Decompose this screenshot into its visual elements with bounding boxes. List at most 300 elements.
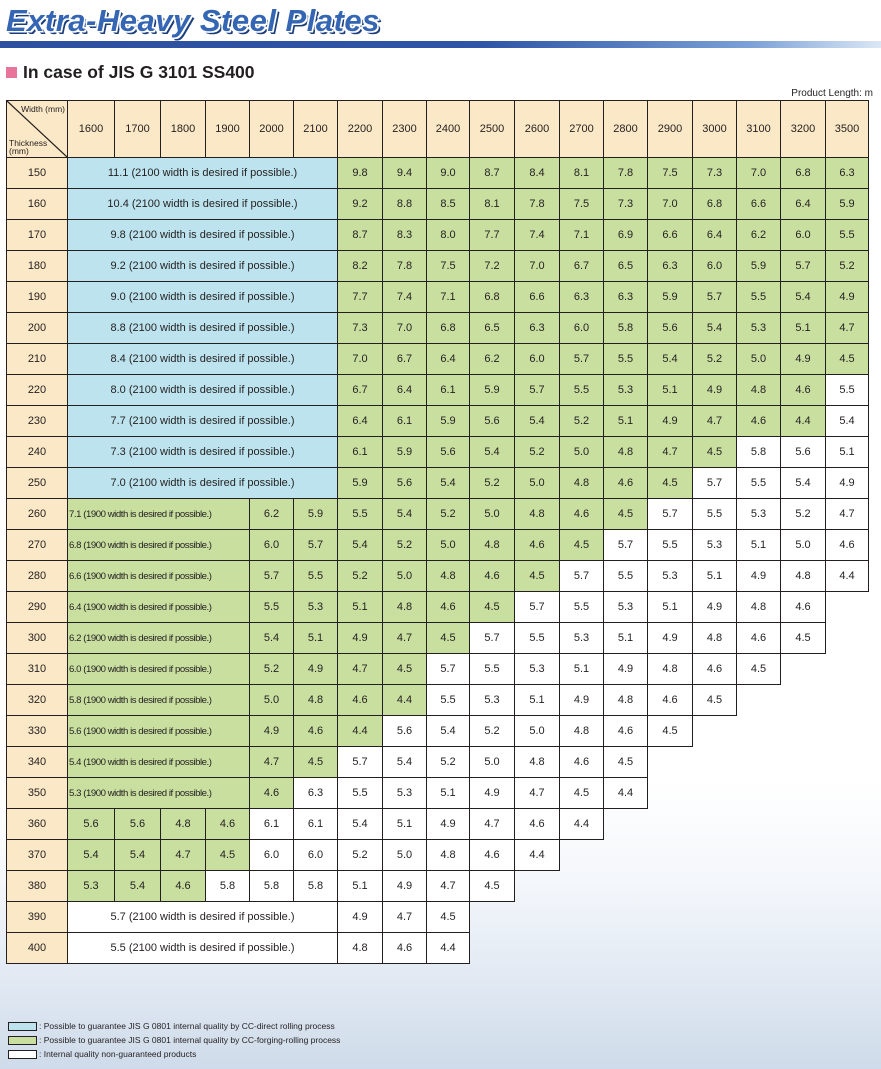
length-cell: 5.0 — [515, 468, 560, 499]
length-cell: 5.9 — [294, 499, 338, 530]
length-cell: 4.8 — [161, 809, 206, 840]
table-row — [7, 251, 869, 282]
length-cell: 4.5 — [648, 716, 693, 747]
table-row — [7, 840, 869, 871]
thickness-cell: 320 — [7, 685, 68, 716]
merged-note-cell: 5.4 (1900 width is desired if possible.) — [68, 747, 250, 778]
width-header-2600: 2600 — [515, 101, 560, 158]
length-cell: 5.4 — [383, 747, 427, 778]
length-cell: 7.8 — [604, 158, 648, 189]
length-cell: 5.8 — [737, 437, 781, 468]
empty-region — [826, 592, 869, 623]
table-row — [7, 778, 869, 809]
length-cell: 6.3 — [648, 251, 693, 282]
length-cell: 4.6 — [604, 716, 648, 747]
length-cell: 5.5 — [560, 592, 604, 623]
length-cell: 6.7 — [338, 375, 383, 406]
length-cell: 4.5 — [693, 437, 737, 468]
length-cell: 4.5 — [648, 468, 693, 499]
length-cell: 8.5 — [427, 189, 470, 220]
length-cell: 7.5 — [427, 251, 470, 282]
length-cell: 5.3 — [560, 623, 604, 654]
length-cell: 4.5 — [383, 654, 427, 685]
length-cell: 4.7 — [383, 623, 427, 654]
length-cell: 6.1 — [250, 809, 294, 840]
merged-note-cell: 7.0 (2100 width is desired if possible.) — [68, 468, 338, 499]
length-cell: 4.8 — [427, 840, 470, 871]
width-header-3500: 3500 — [826, 101, 869, 158]
length-cell: 4.5 — [693, 685, 737, 716]
merged-note-cell: 6.6 (1900 width is desired if possible.) — [68, 561, 250, 592]
length-cell: 5.1 — [338, 592, 383, 623]
length-cell: 8.4 — [515, 158, 560, 189]
width-header-3200: 3200 — [781, 101, 826, 158]
length-cell: 5.6 — [383, 716, 427, 747]
thickness-cell: 170 — [7, 220, 68, 251]
length-cell: 7.7 — [338, 282, 383, 313]
thickness-cell: 250 — [7, 468, 68, 499]
length-cell: 5.7 — [515, 375, 560, 406]
length-cell: 5.8 — [250, 871, 294, 902]
length-cell: 6.5 — [470, 313, 515, 344]
table-row — [7, 189, 869, 220]
length-cell: 4.6 — [470, 561, 515, 592]
width-header-3100: 3100 — [737, 101, 781, 158]
length-cell: 8.0 — [427, 220, 470, 251]
length-cell: 4.4 — [338, 716, 383, 747]
length-cell: 5.4 — [338, 809, 383, 840]
length-cell: 5.9 — [427, 406, 470, 437]
length-cell: 5.6 — [781, 437, 826, 468]
length-cell: 4.9 — [737, 561, 781, 592]
legend-text: : Possible to guarantee JIS G 0801 internal quality by CC-direct rolling process — [39, 1021, 335, 1031]
length-cell: 4.7 — [427, 871, 470, 902]
length-cell: 7.3 — [338, 313, 383, 344]
length-cell: 8.7 — [338, 220, 383, 251]
length-cell: 4.6 — [737, 623, 781, 654]
length-cell: 5.3 — [737, 499, 781, 530]
width-header-1900: 1900 — [206, 101, 250, 158]
product-length-note: Product Length: m — [791, 88, 873, 99]
length-cell: 6.7 — [560, 251, 604, 282]
length-cell: 6.4 — [427, 344, 470, 375]
length-cell: 7.1 — [560, 220, 604, 251]
legend-swatch — [8, 1022, 37, 1031]
length-cell: 5.5 — [515, 623, 560, 654]
merged-note-cell: 7.7 (2100 width is desired if possible.) — [68, 406, 338, 437]
length-cell: 5.3 — [470, 685, 515, 716]
width-header-2800: 2800 — [604, 101, 648, 158]
length-cell: 4.9 — [560, 685, 604, 716]
length-cell: 5.5 — [737, 468, 781, 499]
section-heading-text: In case of JIS G 3101 SS400 — [23, 62, 255, 82]
length-cell: 4.6 — [427, 592, 470, 623]
length-cell: 7.0 — [648, 189, 693, 220]
thickness-cell: 380 — [7, 871, 68, 902]
length-cell: 6.8 — [427, 313, 470, 344]
length-cell: 7.8 — [383, 251, 427, 282]
length-cell: 7.3 — [604, 189, 648, 220]
length-cell: 4.5 — [470, 592, 515, 623]
thickness-cell: 150 — [7, 158, 68, 189]
length-cell: 6.0 — [781, 220, 826, 251]
length-cell: 5.2 — [250, 654, 294, 685]
legend-item — [8, 1033, 340, 1047]
table-row — [7, 809, 869, 840]
length-cell: 5.4 — [648, 344, 693, 375]
thickness-cell: 360 — [7, 809, 68, 840]
empty-region — [604, 809, 869, 840]
length-cell: 5.7 — [693, 468, 737, 499]
length-cell: 4.8 — [648, 654, 693, 685]
length-cell: 4.8 — [515, 747, 560, 778]
length-cell: 6.4 — [781, 189, 826, 220]
merged-note-cell: 9.8 (2100 width is desired if possible.) — [68, 220, 338, 251]
length-cell: 5.3 — [693, 530, 737, 561]
length-cell: 7.7 — [470, 220, 515, 251]
length-cell: 4.6 — [161, 871, 206, 902]
length-cell: 4.9 — [826, 282, 869, 313]
length-cell: 5.5 — [427, 685, 470, 716]
thickness-cell: 340 — [7, 747, 68, 778]
length-cell: 5.5 — [826, 220, 869, 251]
length-cell: 5.1 — [383, 809, 427, 840]
length-cell: 6.7 — [383, 344, 427, 375]
length-cell: 6.1 — [294, 809, 338, 840]
length-cell: 5.5 — [693, 499, 737, 530]
length-cell: 4.8 — [338, 933, 383, 964]
table-row — [7, 933, 869, 964]
length-cell: 6.0 — [250, 840, 294, 871]
length-cell: 5.2 — [826, 251, 869, 282]
thickness-cell: 160 — [7, 189, 68, 220]
section-heading — [6, 62, 255, 83]
length-cell: 5.7 — [781, 251, 826, 282]
length-cell: 6.8 — [781, 158, 826, 189]
length-cell: 5.6 — [648, 313, 693, 344]
legend-item — [8, 1047, 340, 1061]
table-row — [7, 685, 869, 716]
thickness-cell: 280 — [7, 561, 68, 592]
length-cell: 6.0 — [560, 313, 604, 344]
length-cell: 5.9 — [648, 282, 693, 313]
width-header-1700: 1700 — [115, 101, 161, 158]
length-cell: 4.9 — [826, 468, 869, 499]
merged-note-cell: 9.0 (2100 width is desired if possible.) — [68, 282, 338, 313]
corner-header-cell — [7, 101, 68, 158]
length-cell: 5.1 — [648, 375, 693, 406]
width-header-3000: 3000 — [693, 101, 737, 158]
length-cell: 4.5 — [560, 778, 604, 809]
length-cell: 5.9 — [826, 189, 869, 220]
length-cell: 4.8 — [560, 716, 604, 747]
length-cell: 6.9 — [604, 220, 648, 251]
length-cell: 4.7 — [826, 313, 869, 344]
table-row — [7, 592, 869, 623]
length-cell: 5.4 — [515, 406, 560, 437]
thickness-cell: 390 — [7, 902, 68, 933]
length-cell: 4.7 — [470, 809, 515, 840]
length-cell: 5.5 — [250, 592, 294, 623]
length-cell: 4.6 — [781, 592, 826, 623]
length-cell: 4.9 — [383, 871, 427, 902]
length-cell: 5.8 — [604, 313, 648, 344]
table-row — [7, 654, 869, 685]
merged-note-cell: 8.0 (2100 width is desired if possible.) — [68, 375, 338, 406]
title-underline-bar — [0, 41, 881, 48]
length-cell: 4.6 — [383, 933, 427, 964]
length-cell: 4.7 — [250, 747, 294, 778]
length-cell: 5.2 — [338, 840, 383, 871]
thickness-cell: 370 — [7, 840, 68, 871]
length-cell: 5.9 — [383, 437, 427, 468]
length-cell: 7.2 — [470, 251, 515, 282]
length-cell: 4.5 — [470, 871, 515, 902]
length-cell: 6.0 — [515, 344, 560, 375]
length-cell: 5.8 — [294, 871, 338, 902]
width-header-2700: 2700 — [560, 101, 604, 158]
length-cell: 4.6 — [737, 406, 781, 437]
length-cell: 5.1 — [560, 654, 604, 685]
thickness-cell: 230 — [7, 406, 68, 437]
length-cell: 6.0 — [693, 251, 737, 282]
table-row — [7, 902, 869, 933]
length-cell: 5.3 — [737, 313, 781, 344]
length-cell: 4.8 — [737, 375, 781, 406]
length-cell: 4.5 — [294, 747, 338, 778]
length-cell: 7.0 — [737, 158, 781, 189]
thickness-cell: 260 — [7, 499, 68, 530]
length-cell: 5.7 — [693, 282, 737, 313]
thickness-cell: 400 — [7, 933, 68, 964]
length-cell: 5.7 — [250, 561, 294, 592]
length-cell: 5.7 — [560, 344, 604, 375]
length-cell: 5.4 — [826, 406, 869, 437]
length-cell: 4.7 — [161, 840, 206, 871]
empty-region — [470, 933, 869, 964]
length-cell: 4.9 — [427, 809, 470, 840]
merged-note-cell: 6.4 (1900 width is desired if possible.) — [68, 592, 250, 623]
length-cell: 5.4 — [693, 313, 737, 344]
length-cell: 5.5 — [470, 654, 515, 685]
thickness-cell: 180 — [7, 251, 68, 282]
length-cell: 5.3 — [515, 654, 560, 685]
length-cell: 5.5 — [737, 282, 781, 313]
length-cell: 4.8 — [604, 685, 648, 716]
width-header-2900: 2900 — [648, 101, 693, 158]
length-cell: 5.4 — [250, 623, 294, 654]
table-row — [7, 561, 869, 592]
length-cell: 6.2 — [470, 344, 515, 375]
merged-note-cell: 8.4 (2100 width is desired if possible.) — [68, 344, 338, 375]
length-cell: 4.9 — [470, 778, 515, 809]
length-cell: 6.3 — [515, 313, 560, 344]
length-cell: 8.7 — [470, 158, 515, 189]
length-cell: 4.8 — [515, 499, 560, 530]
length-cell: 5.6 — [427, 437, 470, 468]
empty-region — [781, 654, 869, 685]
length-cell: 7.0 — [515, 251, 560, 282]
length-cell: 4.6 — [250, 778, 294, 809]
width-header-2000: 2000 — [250, 101, 294, 158]
length-cell: 5.1 — [515, 685, 560, 716]
length-cell: 5.6 — [68, 809, 115, 840]
length-cell: 7.4 — [383, 282, 427, 313]
length-cell: 5.5 — [294, 561, 338, 592]
length-cell: 5.0 — [737, 344, 781, 375]
length-cell: 5.1 — [648, 592, 693, 623]
length-cell: 5.0 — [250, 685, 294, 716]
length-cell: 4.9 — [250, 716, 294, 747]
length-cell: 4.4 — [427, 933, 470, 964]
empty-region — [826, 623, 869, 654]
length-cell: 4.9 — [781, 344, 826, 375]
table-row — [7, 871, 869, 902]
length-cell: 4.5 — [781, 623, 826, 654]
empty-region — [560, 840, 869, 871]
length-cell: 4.9 — [648, 623, 693, 654]
length-cell: 5.4 — [427, 716, 470, 747]
thickness-cell: 200 — [7, 313, 68, 344]
length-cell: 5.4 — [383, 499, 427, 530]
thickness-cell: 330 — [7, 716, 68, 747]
length-cell: 7.8 — [515, 189, 560, 220]
table-header-row — [7, 101, 869, 158]
length-cell: 5.7 — [560, 561, 604, 592]
length-cell: 7.0 — [383, 313, 427, 344]
thickness-cell: 210 — [7, 344, 68, 375]
length-cell: 4.8 — [781, 561, 826, 592]
width-header-2300: 2300 — [383, 101, 427, 158]
length-cell: 4.5 — [826, 344, 869, 375]
length-cell: 4.7 — [515, 778, 560, 809]
length-cell: 5.0 — [515, 716, 560, 747]
length-cell: 8.1 — [560, 158, 604, 189]
length-cell: 5.7 — [470, 623, 515, 654]
length-cell: 9.2 — [338, 189, 383, 220]
length-cell: 4.5 — [604, 499, 648, 530]
length-cell: 4.9 — [294, 654, 338, 685]
length-cell: 5.4 — [781, 282, 826, 313]
length-cell: 4.9 — [693, 592, 737, 623]
length-cell: 6.1 — [338, 437, 383, 468]
length-cell: 5.3 — [383, 778, 427, 809]
length-cell: 6.3 — [294, 778, 338, 809]
empty-region — [470, 902, 869, 933]
length-cell: 4.6 — [604, 468, 648, 499]
length-cell: 5.7 — [648, 499, 693, 530]
length-cell: 4.6 — [648, 685, 693, 716]
legend — [8, 1019, 340, 1061]
length-cell: 4.6 — [206, 809, 250, 840]
length-cell: 5.5 — [648, 530, 693, 561]
length-cell: 5.7 — [294, 530, 338, 561]
length-cell: 5.7 — [338, 747, 383, 778]
length-cell: 4.6 — [294, 716, 338, 747]
length-cell: 6.4 — [693, 220, 737, 251]
length-cell: 7.3 — [693, 158, 737, 189]
length-cell: 6.6 — [648, 220, 693, 251]
length-cell: 5.4 — [115, 871, 161, 902]
table-row — [7, 437, 869, 468]
length-cell: 4.8 — [383, 592, 427, 623]
length-cell: 7.0 — [338, 344, 383, 375]
length-cell: 6.0 — [250, 530, 294, 561]
length-cell: 5.7 — [515, 592, 560, 623]
length-cell: 5.1 — [294, 623, 338, 654]
length-cell: 5.2 — [470, 716, 515, 747]
length-cell: 5.7 — [604, 530, 648, 561]
legend-text: : Possible to guarantee JIS G 0801 internal quality by CC-forging-rolling process — [39, 1035, 341, 1045]
thickness-cell: 310 — [7, 654, 68, 685]
width-header-2500: 2500 — [470, 101, 515, 158]
length-cell: 5.1 — [693, 561, 737, 592]
length-cell: 4.4 — [604, 778, 648, 809]
length-cell: 4.6 — [338, 685, 383, 716]
length-cell: 9.4 — [383, 158, 427, 189]
length-cell: 5.1 — [781, 313, 826, 344]
merged-note-cell: 5.5 (2100 width is desired if possible.) — [68, 933, 338, 964]
length-cell: 4.8 — [737, 592, 781, 623]
length-cell: 5.8 — [206, 871, 250, 902]
length-cell: 4.5 — [560, 530, 604, 561]
length-cell: 6.4 — [383, 375, 427, 406]
length-cell: 4.6 — [560, 747, 604, 778]
merged-note-cell: 7.1 (1900 width is desired if possible.) — [68, 499, 250, 530]
length-cell: 5.2 — [427, 499, 470, 530]
length-cell: 9.8 — [338, 158, 383, 189]
length-cell: 5.4 — [781, 468, 826, 499]
length-cell: 4.7 — [826, 499, 869, 530]
length-cell: 5.3 — [604, 375, 648, 406]
thickness-cell: 290 — [7, 592, 68, 623]
table-row — [7, 499, 869, 530]
length-cell: 5.0 — [383, 561, 427, 592]
length-cell: 5.6 — [383, 468, 427, 499]
length-cell: 5.2 — [427, 747, 470, 778]
merged-note-cell: 6.0 (1900 width is desired if possible.) — [68, 654, 250, 685]
table-row — [7, 623, 869, 654]
length-cell: 7.1 — [427, 282, 470, 313]
merged-note-cell: 5.8 (1900 width is desired if possible.) — [68, 685, 250, 716]
length-cell: 5.1 — [338, 871, 383, 902]
legend-item — [8, 1019, 340, 1033]
length-cell: 4.6 — [470, 840, 515, 871]
length-cell: 5.6 — [470, 406, 515, 437]
length-cell: 6.1 — [383, 406, 427, 437]
length-cell: 4.4 — [560, 809, 604, 840]
length-cell: 5.0 — [560, 437, 604, 468]
thickness-cell: 240 — [7, 437, 68, 468]
length-cell: 5.0 — [470, 747, 515, 778]
length-cell: 5.4 — [427, 468, 470, 499]
length-cell: 4.8 — [427, 561, 470, 592]
length-cell: 5.5 — [826, 375, 869, 406]
merged-note-cell: 10.4 (2100 width is desired if possible.) — [68, 189, 338, 220]
length-cell: 4.4 — [515, 840, 560, 871]
table-row — [7, 375, 869, 406]
length-cell: 6.6 — [515, 282, 560, 313]
length-cell: 5.2 — [781, 499, 826, 530]
thickness-cell: 300 — [7, 623, 68, 654]
merged-note-cell: 7.3 (2100 width is desired if possible.) — [68, 437, 338, 468]
length-cell: 5.9 — [737, 251, 781, 282]
length-cell: 4.6 — [515, 809, 560, 840]
length-cell: 4.6 — [693, 654, 737, 685]
length-cell: 4.9 — [338, 623, 383, 654]
length-cell: 5.0 — [427, 530, 470, 561]
thickness-cell: 190 — [7, 282, 68, 313]
